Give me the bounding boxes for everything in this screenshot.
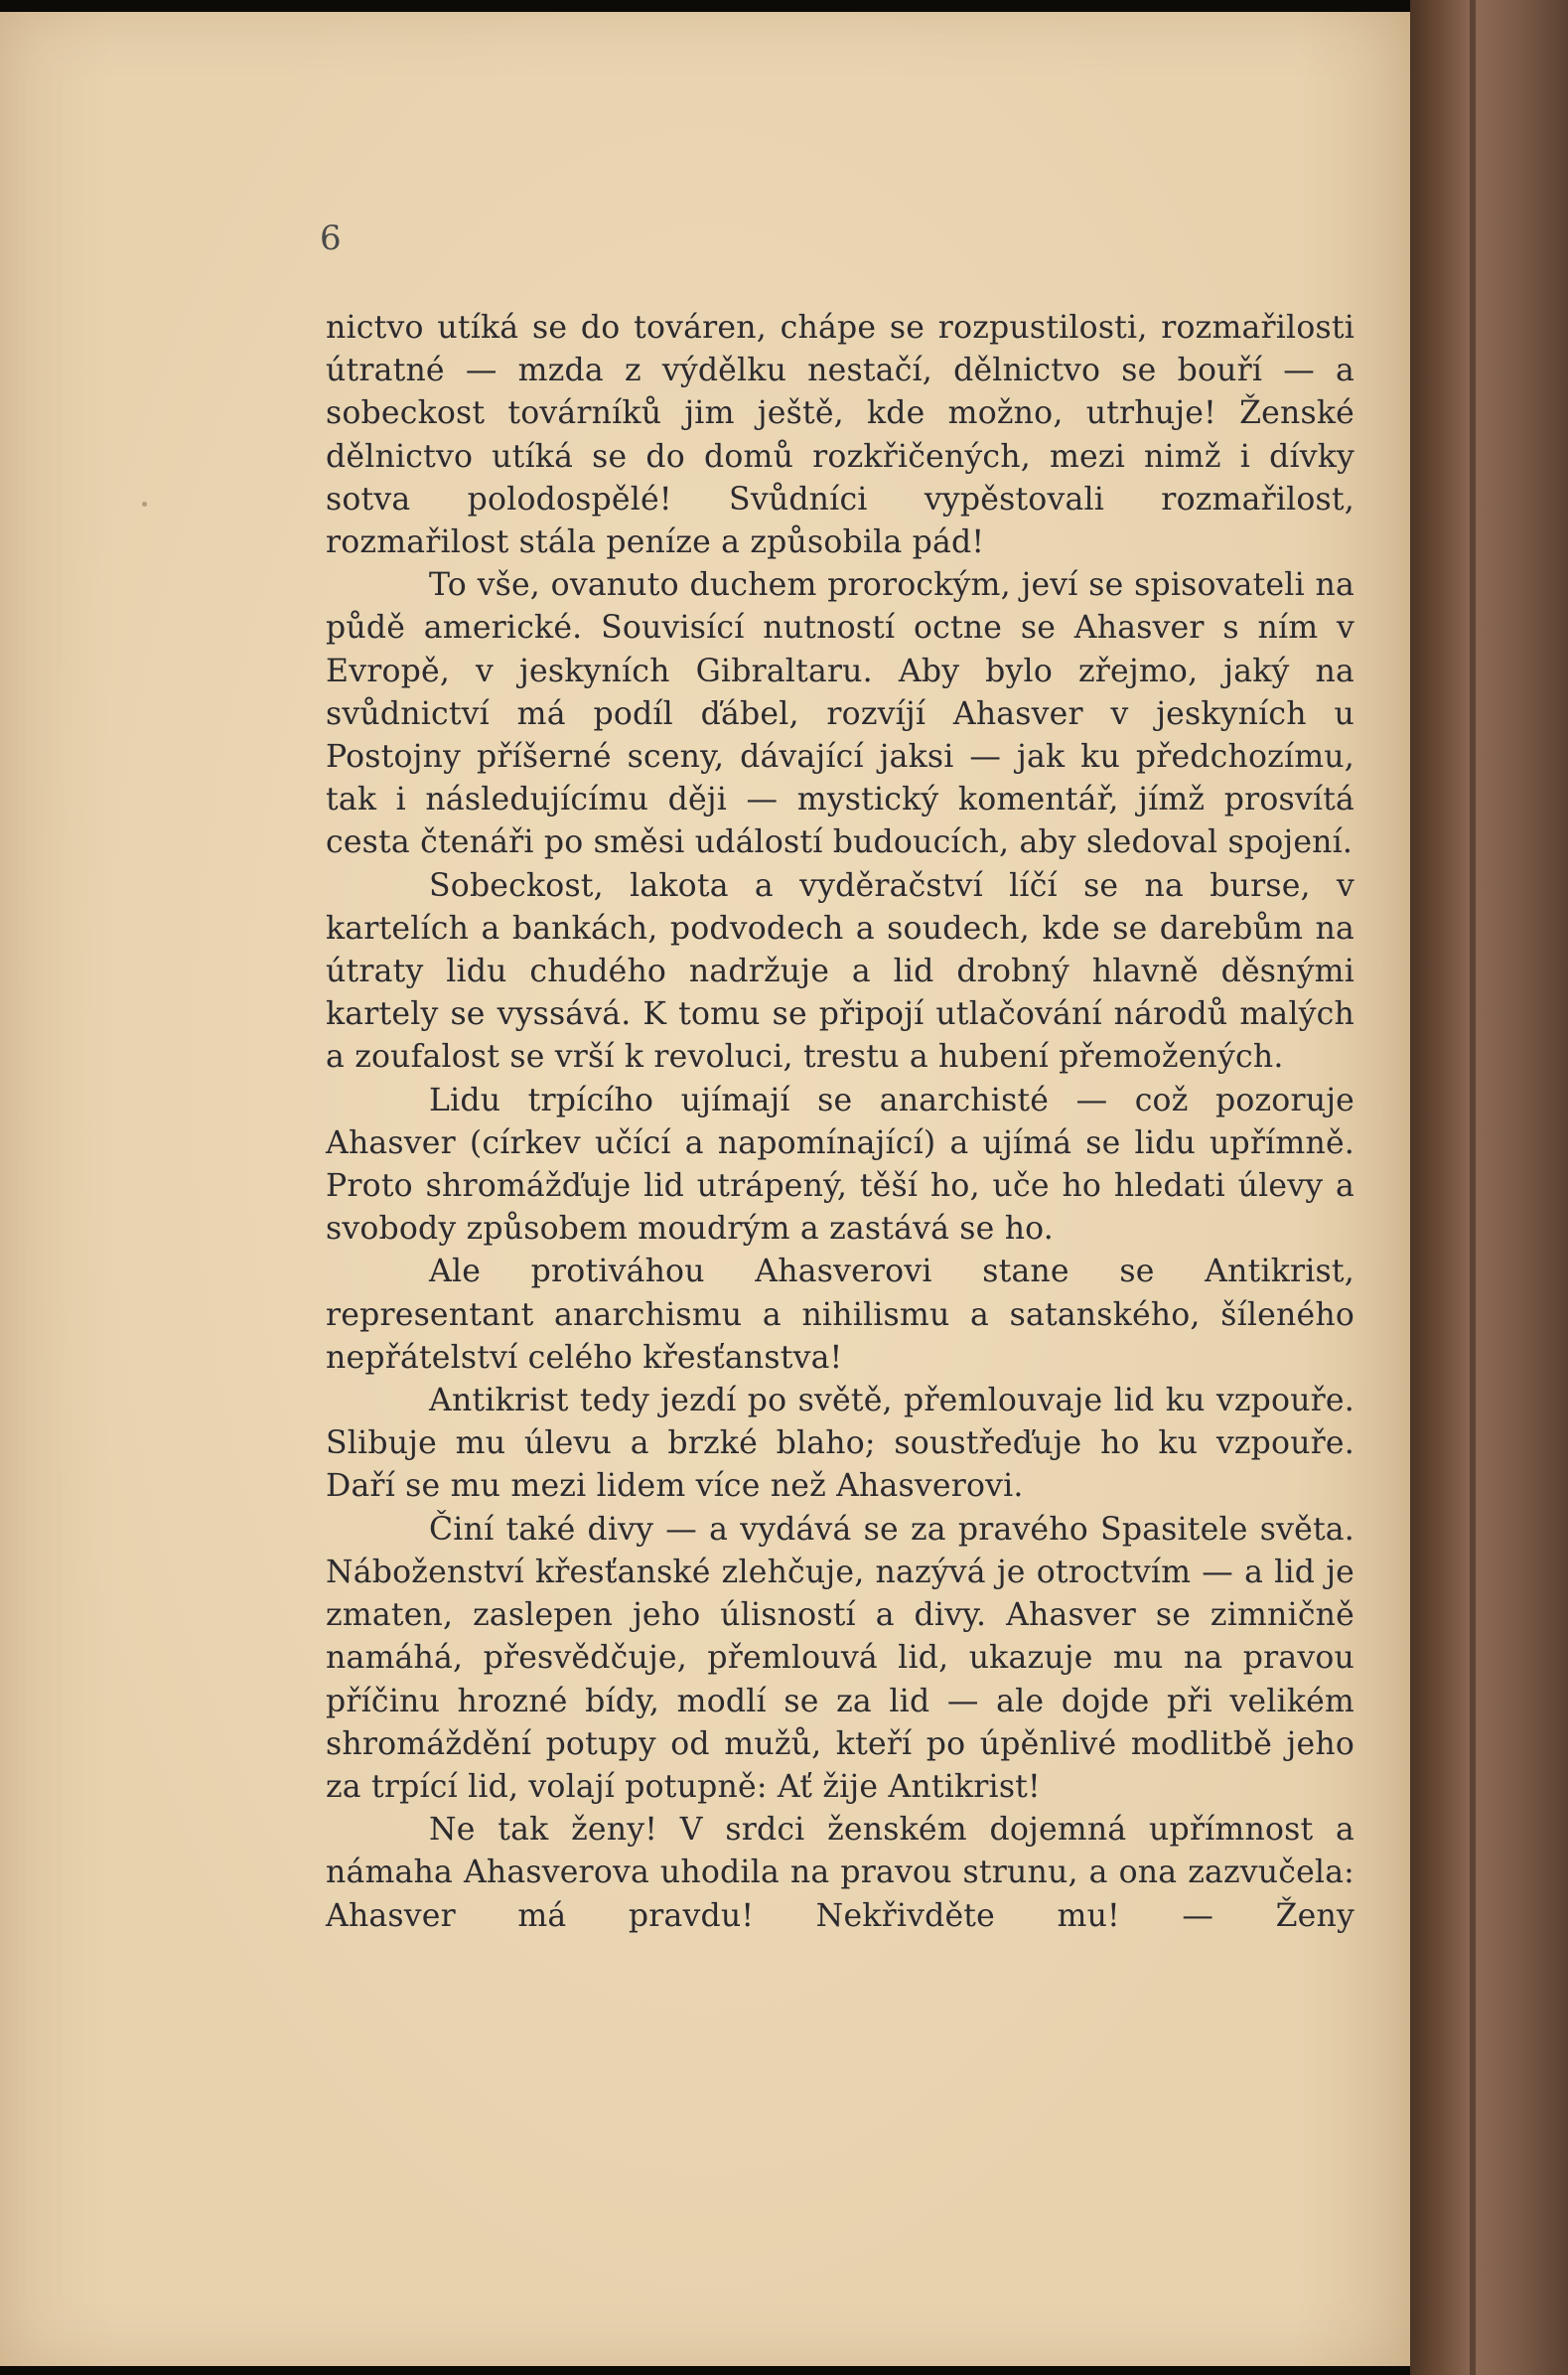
- paper-speck: [142, 502, 147, 507]
- paragraph: nictvo utíká se do továren, chápe se rozpustilosti, rozmařilosti útratné — mzda z výdělku nestačí, dělnictvo se bouří — a sobeckost továrníků jim ještě, kde možno, utrhuje! Ženské dělnictvo utíká se do domů rozkřičených, mezi nimž i dívky sotva polodospělé! Svůdníci vypěstovali rozmařilost, rozmařilost stála peníze a způsobila pád!: [326, 310, 1354, 561]
- page-number: 6: [320, 219, 342, 258]
- body-text: [326, 307, 1354, 1938]
- paragraph: Antikrist tedy jezdí po světě, přemlouvaje lid ku vzpouře. Slibuje mu úlevu a brzké blaho; soustřeďuje ho ku vzpouře. Daří se mu mezi lidem více než Ahasverovi.: [326, 1383, 1354, 1505]
- paragraph: Sobeckost, lakota a vyděračství líčí se na burse, v kartelích a bankách, podvodech a soudech, kde se darebům na útraty lidu chudého nadržuje a lid drobný hlavně děsnými kartely se vyssává. K tomu se připojí utlačování národů malých a zoufalost se vrší k revoluci, trestu a hubení přemožených.: [326, 867, 1354, 1076]
- book-binding-edge: [1410, 0, 1568, 2375]
- paragraph: To vše, ovanuto duchem prorockým, jeví se spisovateli na půdě americké. Souvisící nutností octne se Ahasver s ním v Evropě, v jeskyních Gibraltaru. Aby bylo zřejmo, jaký na svůdnictví má podíl ďábel, rozvíjí Ahasver v jeskyních u Postojny příšerné sceny, dávající jaksi — jak ku předchozímu, tak i následujícímu ději — mystický komentář, jímž prosvítá cesta čtenáři po směsi událostí budoucích, aby sledoval spojení.: [326, 567, 1354, 861]
- binding-shadow: [1470, 0, 1476, 2375]
- book-page: [0, 12, 1410, 2366]
- paragraph: Činí také divy — a vydává se za pravého Spasitele světa. Náboženství křesťanské zlehčuje, nazývá je otroctvím — a lid je zmaten, zaslepen jeho úlisností a divy. Ahasver se zimničně namáhá, přesvědčuje, přemlouvá lid, ukazuje mu na pravou příčinu hrozné bídy, modlí se za lid — ale dojde při velikém shromáždění potupy od mužů, kteří po úpěnlivé modlitbě jeho za trpící lid, volají potupně: Ať žije Antikrist!: [326, 1511, 1354, 1805]
- paragraph: Ne tak ženy! V srdci ženském dojemná upřímnost a námaha Ahasverova uhodila na pravou strunu, a ona zazvučela: Ahasver má pravdu! Nekřivděte mu! — Ženy: [326, 1812, 1354, 1934]
- paragraph: Ale protiváhou Ahasverovi stane se Antikrist, representant anarchismu a nihilismu a satanského, šíleného nepřátelství celého křesťanstva!: [326, 1254, 1354, 1376]
- paragraph: Lidu trpícího ujímají se anarchisté — což pozoruje Ahasver (církev učící a napomínající) a ujímá se lidu upřímně. Proto shromážďuje lid utrápený, těší ho, uče ho hledati úlevy a svobody způsobem moudrým a zastává se ho.: [326, 1082, 1354, 1248]
